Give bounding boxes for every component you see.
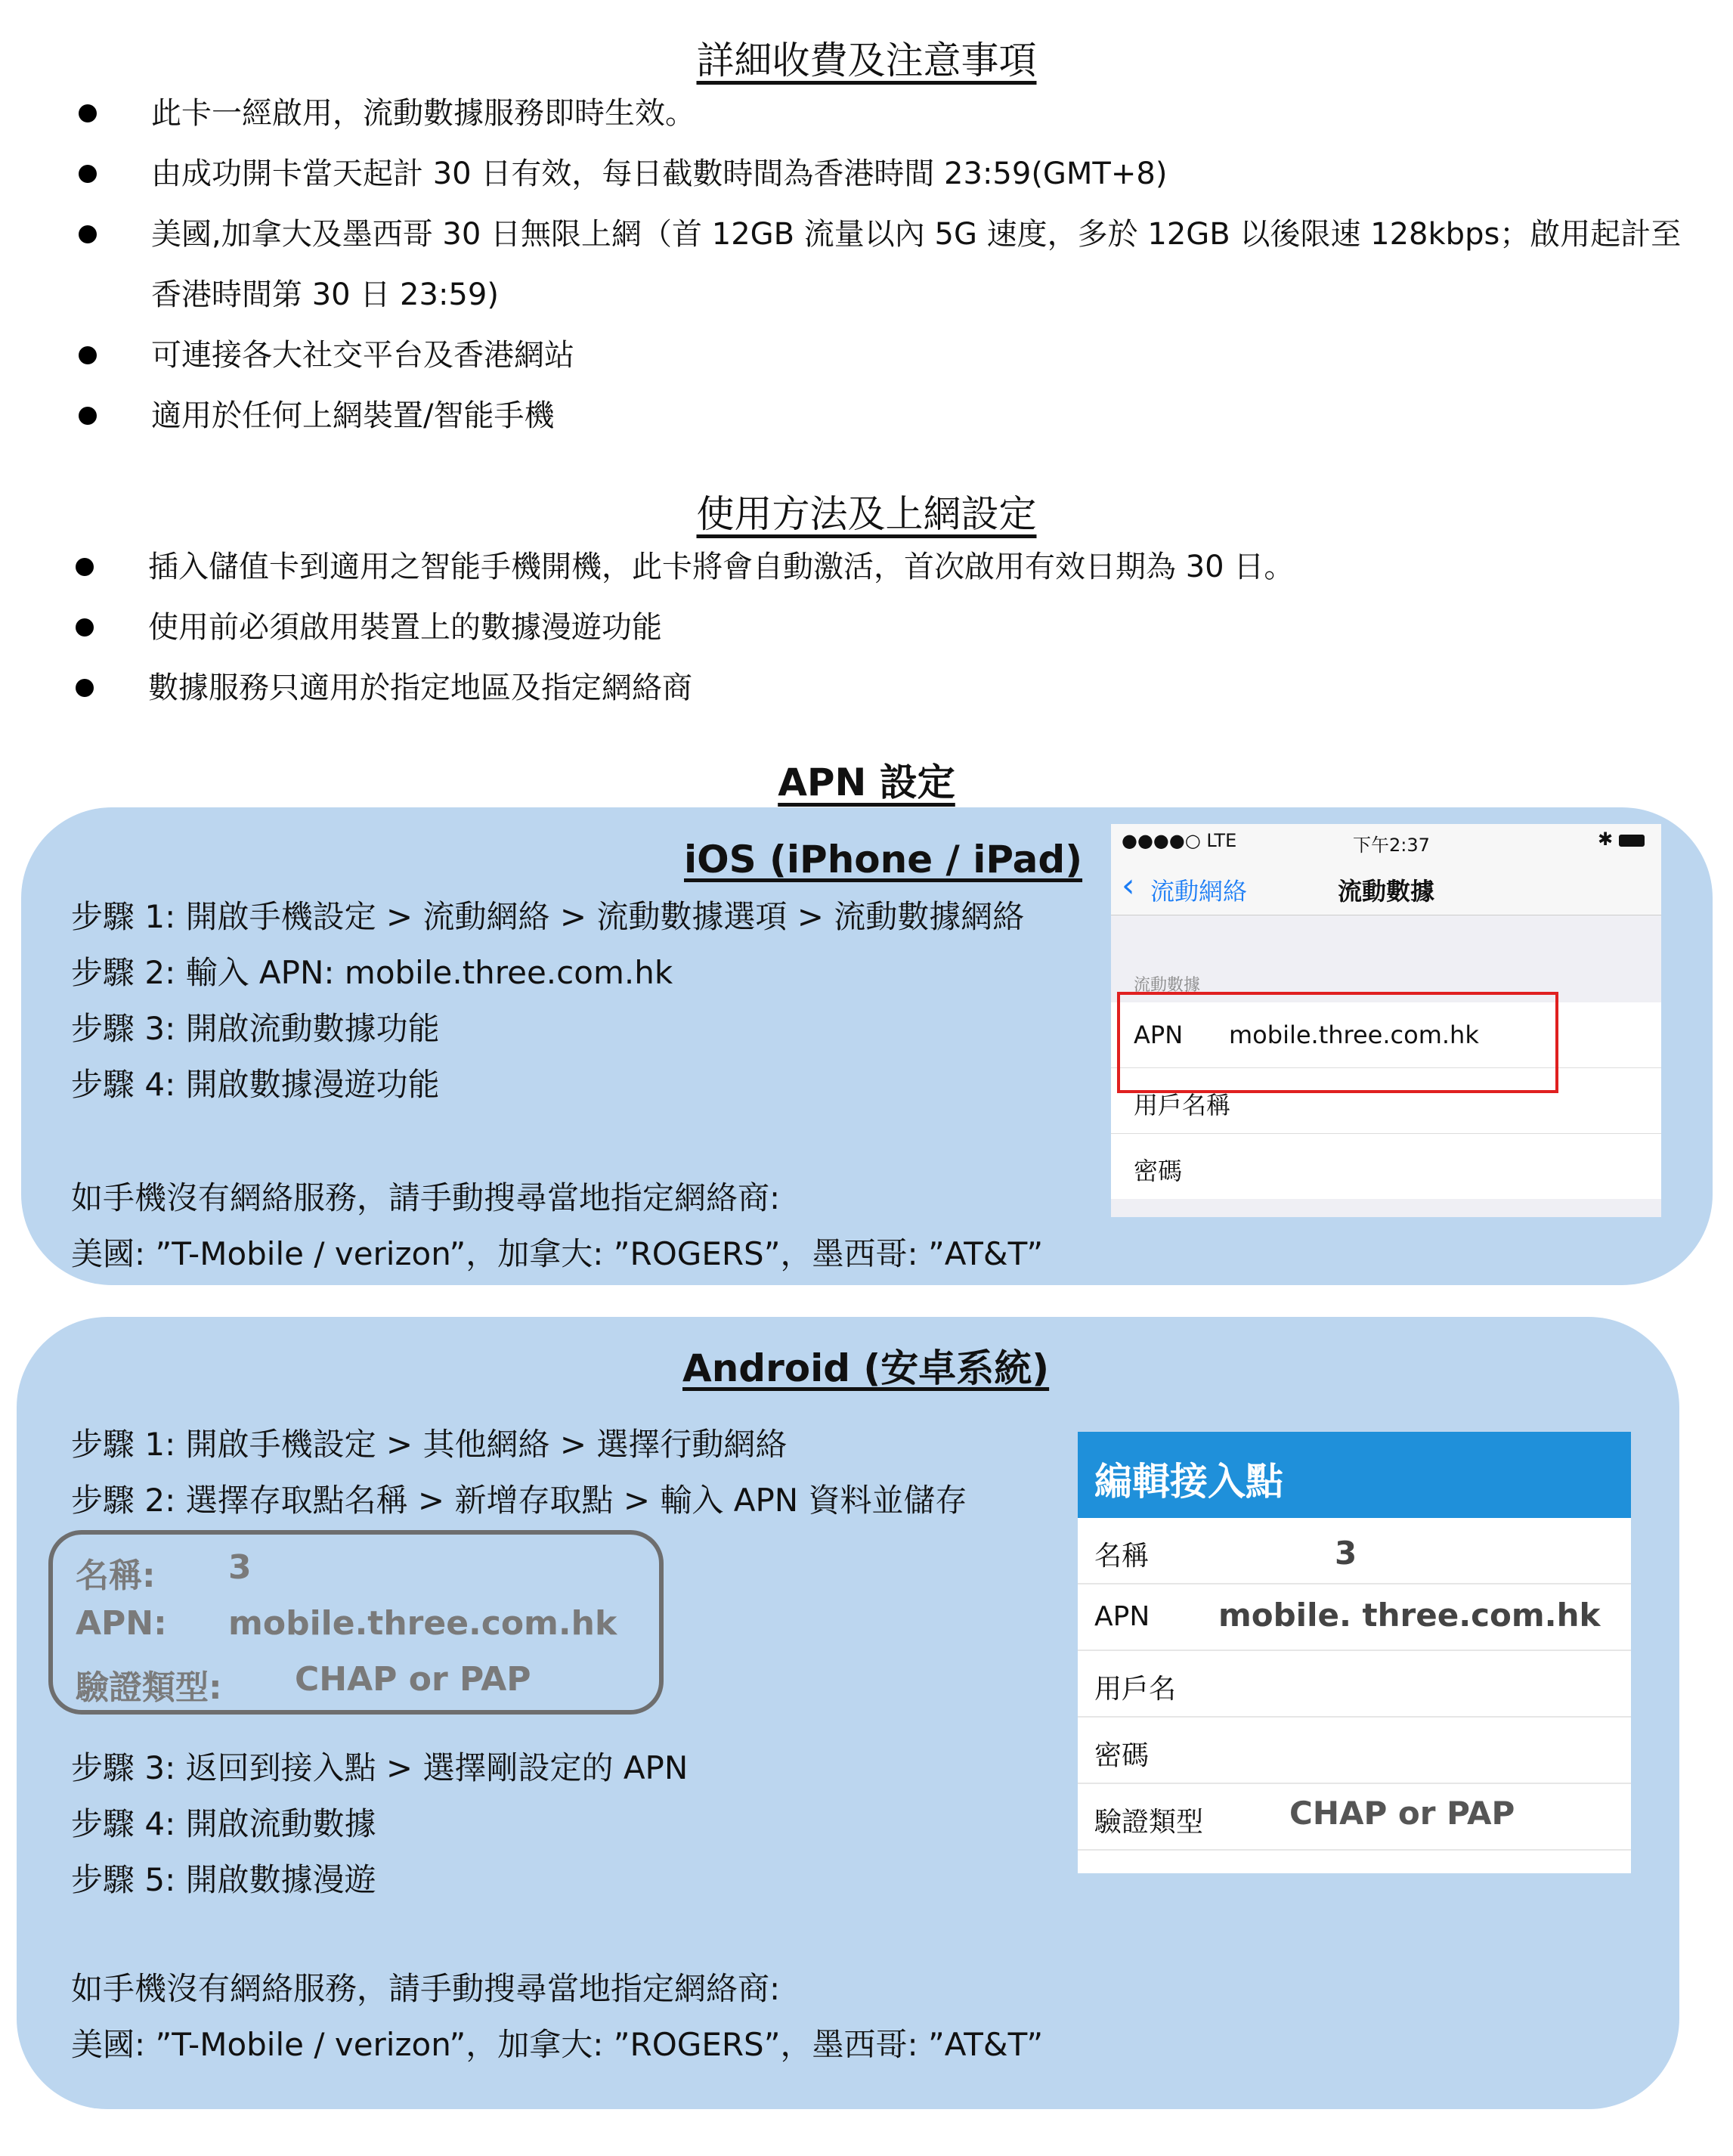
ios-nav-bar [1111, 857, 1661, 915]
name-label: 名稱 [1094, 1541, 1150, 1572]
box-auth-label: 驗證類型: [76, 1668, 222, 1707]
apn-label: APN [1094, 1601, 1150, 1632]
charges-list [73, 83, 1690, 446]
carrier-signal: ●●●●○ LTE [1122, 830, 1237, 851]
password-label: 密碼 [1094, 1740, 1150, 1771]
password-row[interactable] [1111, 1134, 1661, 1199]
android-apn-screenshot [1078, 1432, 1631, 1873]
nav-title: 流動數據 [1338, 877, 1435, 906]
box-auth-value: CHAP or PAP [295, 1660, 531, 1699]
battery-icon [1619, 835, 1645, 847]
username-label: 用戶名稱 [1134, 1091, 1231, 1120]
ios-step-1: 步驟 1: 開啟手機設定 > 流動網絡 > 流動數據選項 > 流動數據網絡 [71, 898, 1025, 935]
apn-label: APN [1134, 1021, 1184, 1049]
status-time: 下午2:37 [1353, 835, 1430, 856]
auth-type-label: 驗證類型 [1094, 1807, 1204, 1838]
android-title: Android (安卓系統) [682, 1346, 1050, 1390]
name-value: 3 [1335, 1535, 1357, 1572]
list-item: 數據服務只適用於指定地區及指定網絡商 [70, 658, 1687, 718]
android-step-1: 步驟 1: 開啟手機設定 > 其他網絡 > 選擇行動網絡 [71, 1426, 788, 1463]
section-header: 流動數據 [1134, 976, 1201, 995]
list-item: 使用前必須啟用裝置上的數據漫遊功能 [70, 597, 1687, 658]
box-apn-label: APN: [76, 1604, 167, 1643]
android-step-3: 步驟 3: 返回到接入點 > 選擇剛設定的 APN [71, 1749, 689, 1786]
ios-step-3: 步驟 3: 開啟流動數據功能 [71, 1010, 440, 1047]
android-step-2: 步驟 2: 選擇存取點名稱 > 新增存取點 > 輸入 APN 資料並儲存 [71, 1482, 967, 1519]
apn-value: mobile.three.com.hk [1229, 1021, 1479, 1049]
ios-step-4: 步驟 4: 開啟數據漫遊功能 [71, 1066, 440, 1103]
list-item: 插入儲值卡到適用之智能手機開機，此卡將會自動激活，首次啟用有效日期為 30 日。 [70, 537, 1687, 597]
auth-type-value: CHAP or PAP [1289, 1795, 1515, 1832]
ios-note-1: 如手機沒有網絡服務，請手動搜尋當地指定網絡商: [71, 1179, 781, 1216]
list-item: 此卡一經啟用，流動數據服務即時生效。 [73, 83, 1690, 144]
android-step-5: 步驟 5: 開啟數據漫遊 [71, 1861, 376, 1898]
android-note-2: 美國: ”T-Mobile / verizon”，加拿大: ”ROGERS”，墨西哥: ”AT&T” [71, 2026, 1044, 2063]
list-item: 適用於任何上網裝置/智能手機 [73, 386, 1690, 446]
list-item: 可連接各大社交平台及香港網站 [73, 325, 1690, 386]
apn-highlight-box [1117, 992, 1558, 1093]
apn-title: APN 設定 [778, 760, 955, 804]
edit-access-point-header [1078, 1432, 1631, 1518]
bluetooth-icon: ✱ [1598, 829, 1614, 850]
apn-value: mobile. three.com.hk [1218, 1597, 1601, 1634]
apn-settings-box [48, 1530, 664, 1715]
username-label: 用戶名 [1094, 1674, 1177, 1705]
back-button[interactable]: 流動網絡 [1150, 877, 1248, 906]
auth-type-row[interactable] [1078, 1784, 1631, 1851]
charges-title: 詳細收費及注意事項 [696, 39, 1037, 82]
list-item: 美國,加拿大及墨西哥 30 日無限上網（首 12GB 流量以內 5G 速度，多於 12GB 以後限速 128kbps；啟用起計至香港時間第 30 日 23:59) [73, 204, 1690, 325]
ios-status-bar [1111, 824, 1661, 857]
ios-note-2: 美國: ”T-Mobile / verizon”，加拿大: ”ROGERS”，墨西哥: ”AT&T” [71, 1235, 1044, 1272]
android-note-1: 如手機沒有網絡服務，請手動搜尋當地指定網絡商: [71, 1970, 781, 2007]
name-row[interactable] [1078, 1518, 1631, 1584]
back-chevron-icon[interactable]: ‹ [1122, 866, 1135, 905]
password-row[interactable] [1078, 1718, 1631, 1784]
box-name-label: 名稱: [76, 1557, 156, 1595]
apn-row[interactable] [1078, 1584, 1631, 1651]
ios-step-2: 步驟 2: 輸入 APN: mobile.three.com.hk [71, 954, 673, 991]
ios-settings-screenshot [1111, 824, 1661, 1217]
password-label: 密碼 [1134, 1157, 1183, 1185]
android-step-4: 步驟 4: 開啟流動數據 [71, 1805, 376, 1842]
header-title: 編輯接入點 [1094, 1460, 1283, 1504]
usage-list [70, 537, 1687, 718]
username-row[interactable] [1078, 1651, 1631, 1718]
box-name-value: 3 [228, 1548, 252, 1587]
list-item: 由成功開卡當天起計 30 日有效，每日截數時間為香港時間 23:59(GMT+8) [73, 144, 1690, 204]
ios-title: iOS (iPhone / iPad) [684, 838, 1083, 881]
usage-title: 使用方法及上網設定 [696, 492, 1037, 536]
box-apn-value: mobile.three.com.hk [228, 1604, 617, 1643]
